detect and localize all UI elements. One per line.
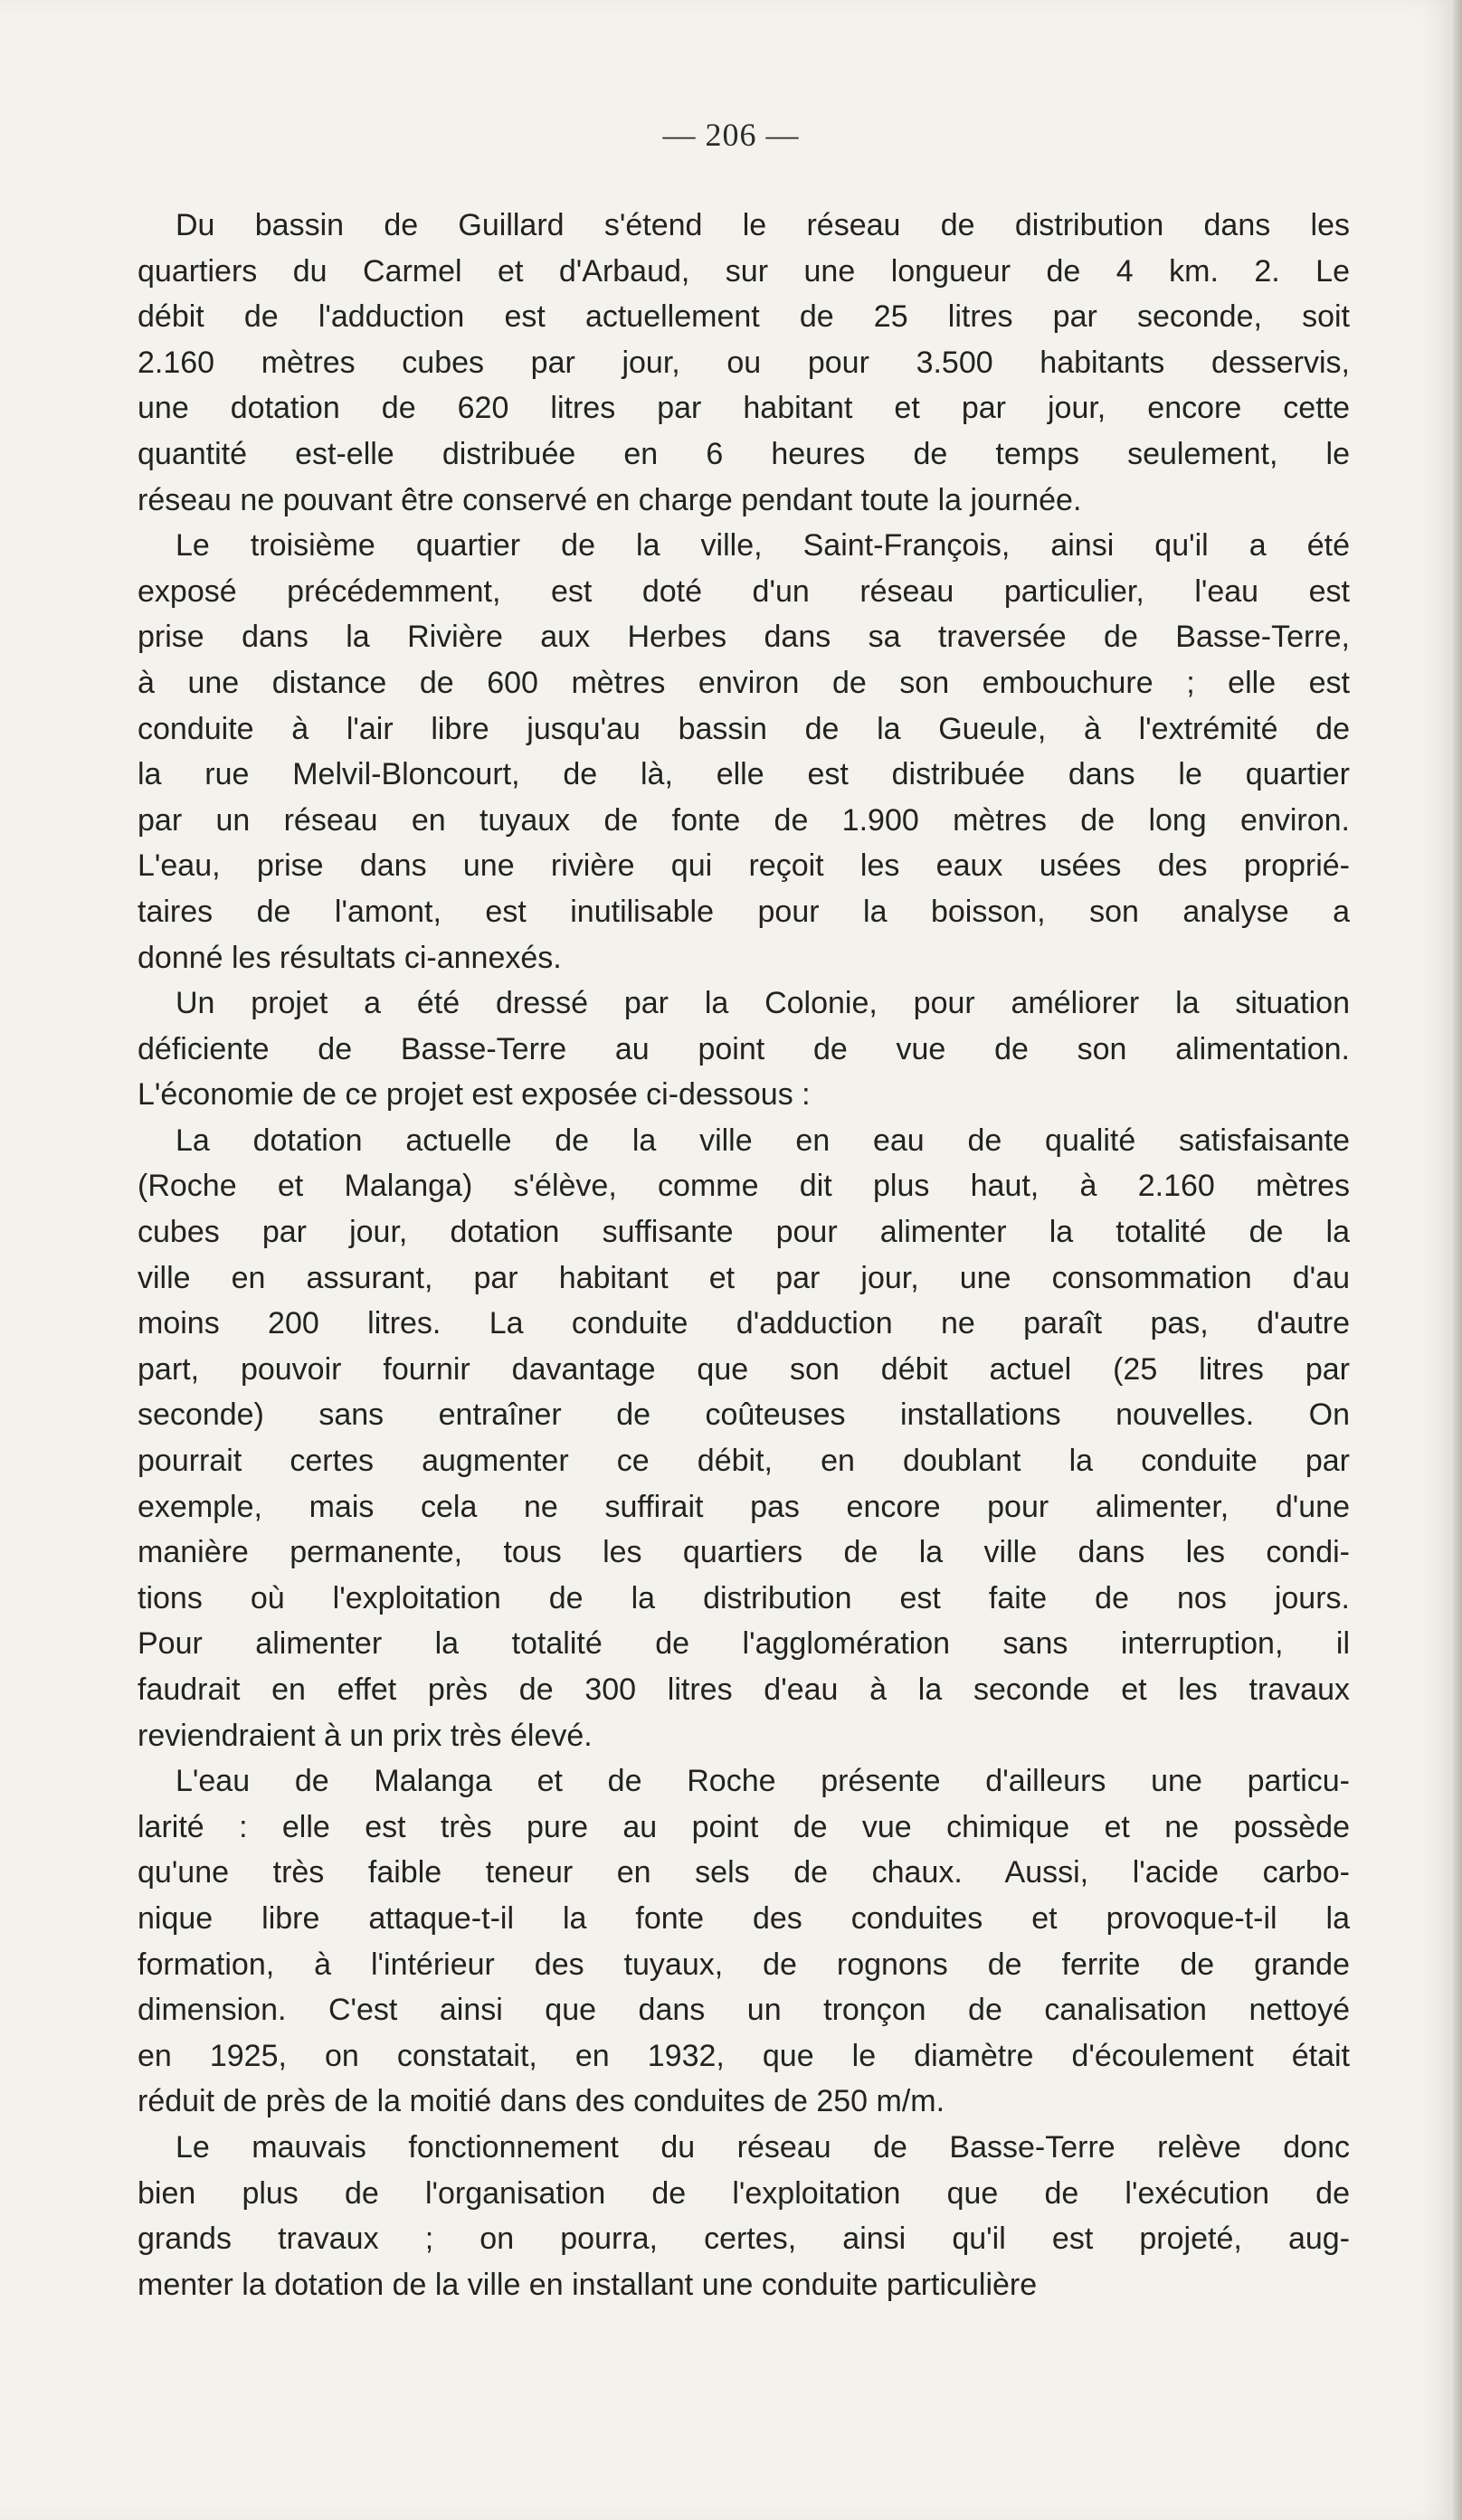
text-line: débit de l'adduction est actuellement de 25 litres par seconde, soit	[138, 299, 1350, 335]
paragraph	[138, 203, 1350, 523]
text-line: quartiers du Carmel et d'Arbaud, sur une longueur de 4 km. 2. Le	[138, 253, 1350, 289]
paragraph	[138, 1118, 1350, 1758]
text-line: donné les résultats ci-annexés.	[138, 940, 562, 975]
text-line: ville en assurant, par habitant et par jour, une consommation d'au	[138, 1260, 1350, 1295]
paragraph	[138, 523, 1350, 981]
text-line: (Roche et Malanga) s'élève, comme dit plus haut, à 2.160 mètres	[138, 1169, 1350, 1204]
text-line: Le troisième quartier de la ville, Saint-François, ainsi qu'il a été	[176, 528, 1350, 564]
text-line: Le mauvais fonctionnement du réseau de Basse-Terre relève donc	[176, 2129, 1350, 2165]
text-line: part, pouvoir fournir davantage que son débit actuel (25 litres par	[138, 1351, 1350, 1387]
text-line: grands travaux ; on pourra, certes, ainsi qu'il est projeté, aug-	[138, 2222, 1350, 2257]
text-line: formation, à l'intérieur des tuyaux, de rognons de ferrite de grande	[138, 1947, 1350, 1982]
text-line: qu'une très faible teneur en sels de chaux. Aussi, l'acide carbo-	[138, 1855, 1350, 1890]
text-line: Un projet a été dressé par la Colonie, pour améliorer la situation	[176, 986, 1350, 1021]
text-line: prise dans la Rivière aux Herbes dans sa traversée de Basse-Terre,	[138, 620, 1350, 655]
text-line: pourrait certes augmenter ce débit, en doublant la conduite par	[138, 1444, 1350, 1479]
text-line: L'économie de ce projet est exposée ci-dessous :	[138, 1077, 811, 1113]
text-line: Du bassin de Guillard s'étend le réseau de distribution dans les	[176, 208, 1350, 242]
page-number: — 206 —	[662, 117, 800, 153]
text-line: par un réseau en tuyaux de fonte de 1.900 mètres de long environ.	[138, 802, 1350, 838]
text-line: moins 200 litres. La conduite d'adduction ne paraît pas, d'autre	[138, 1306, 1350, 1341]
text-line: L'eau, prise dans une rivière qui reçoit les eaux usées des proprié-	[138, 848, 1350, 884]
text-line: Pour alimenter la totalité de l'agglomération sans interruption, il	[138, 1626, 1350, 1662]
text-line: reviendraient à un prix très élevé.	[138, 1718, 593, 1753]
text-line: 2.160 mètres cubes par jour, ou pour 3.500 habitants desservis,	[138, 345, 1350, 380]
text-line: la rue Melvil-Bloncourt, de là, elle est distribuée dans le quartier	[138, 757, 1350, 792]
text-line: L'eau de Malanga et de Roche présente d'ailleurs une particu-	[176, 1764, 1350, 1799]
text-line: exemple, mais cela ne suffirait pas encore pour alimenter, d'une	[138, 1489, 1350, 1524]
paragraph	[138, 981, 1350, 1118]
text-line: seconde) sans entraîner de coûteuses installations nouvelles. On	[138, 1397, 1350, 1433]
text-line: faudrait en effet près de 300 litres d'eau à la seconde et les travaux	[138, 1672, 1350, 1707]
text-line: larité : elle est très pure au point de vue chimique et ne possède	[138, 1809, 1350, 1844]
text-line: à une distance de 600 mètres environ de son embouchure ; elle est	[138, 665, 1350, 700]
text-line: La dotation actuelle de la ville en eau de qualité satisfaisante	[176, 1123, 1350, 1158]
text-line: tions où l'exploitation de la distribution est faite de nos jours.	[138, 1580, 1350, 1615]
text-line: conduite à l'air libre jusqu'au bassin de la Gueule, à l'extrémité de	[138, 711, 1350, 746]
body-text	[138, 203, 1350, 2307]
text-line: nique libre attaque-t-il la fonte des conduites et provoque-t-il la	[138, 1900, 1350, 1936]
text-line: taires de l'amont, est inutilisable pour la boisson, son analyse a	[138, 894, 1350, 929]
text-line: une dotation de 620 litres par habitant et par jour, encore cette	[138, 391, 1350, 426]
text-line: cubes par jour, dotation suffisante pour alimenter la totalité de la	[138, 1215, 1350, 1250]
text-line: déficiente de Basse-Terre au point de vue de son alimentation.	[138, 1031, 1350, 1066]
paragraph	[138, 1758, 1350, 2125]
text-line: en 1925, on constatait, en 1932, que le diamètre d'écoulement était	[138, 2038, 1350, 2073]
text-line: dimension. C'est ainsi que dans un tronçon de canalisation nettoyé	[138, 1993, 1350, 2028]
text-line: exposé précédemment, est doté d'un réseau particulier, l'eau est	[138, 573, 1350, 609]
text-line: menter la dotation de la ville en installant une conduite particulière	[138, 2267, 1038, 2302]
paragraph	[138, 2125, 1350, 2307]
text-line: bien plus de l'organisation de l'exploitation que de l'exécution de	[138, 2175, 1350, 2211]
text-line: réduit de près de la moitié dans des conduites de 250 m/m.	[138, 2084, 945, 2119]
text-line: manière permanente, tous les quartiers de la ville dans les condi-	[138, 1535, 1350, 1570]
text-line: quantité est-elle distribuée en 6 heures de temps seulement, le	[138, 436, 1350, 471]
page-edge	[1453, 0, 1462, 2520]
text-line: réseau ne pouvant être conservé en charge pendant toute la journée.	[138, 482, 1082, 517]
